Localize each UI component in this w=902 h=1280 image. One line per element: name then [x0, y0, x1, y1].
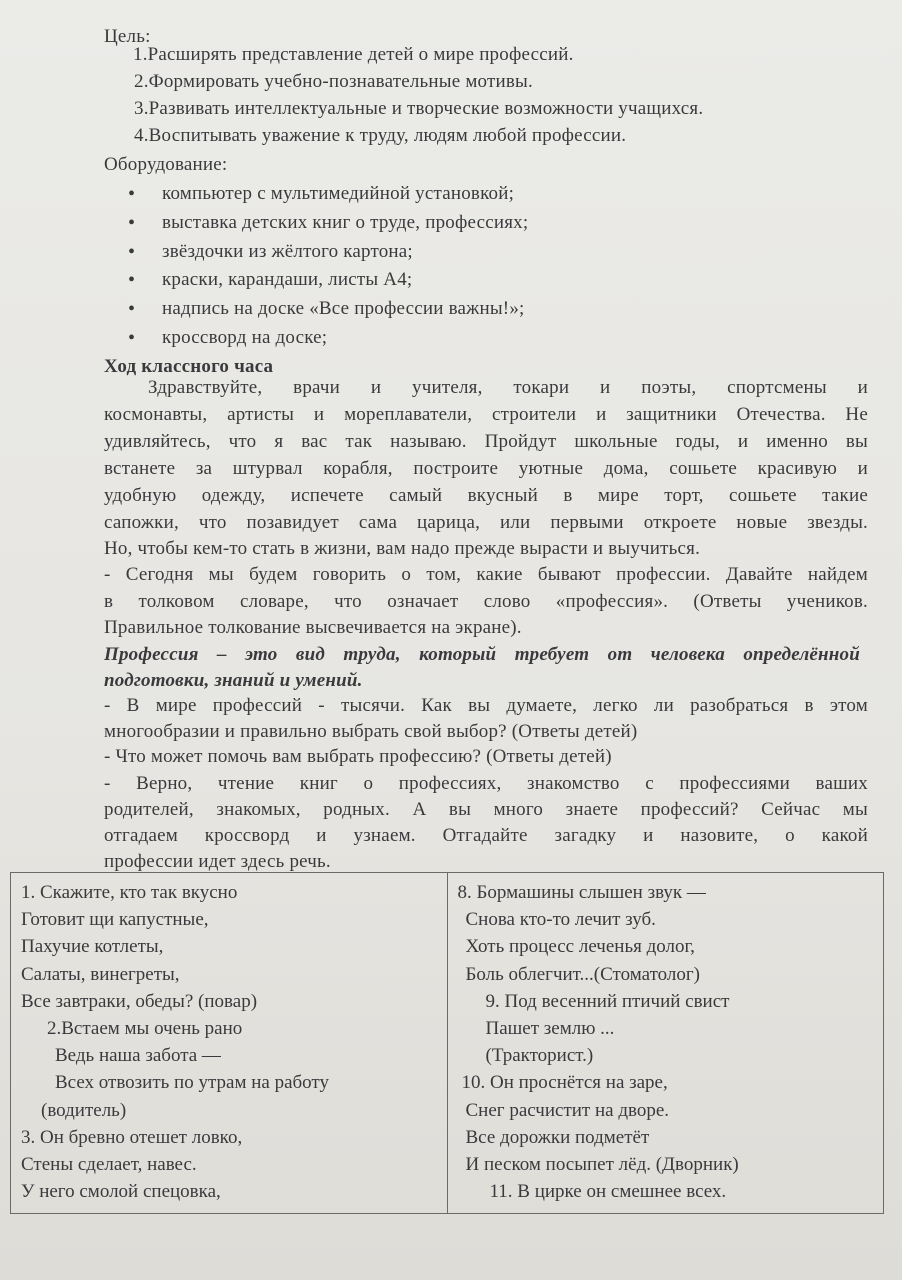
riddle-line: 3. Он бревно отешет ловко,: [21, 1126, 243, 1148]
lesson2-line-1: - В мире профессий - тысячи. Как вы думаете, легко ли разобраться в этом: [104, 695, 868, 716]
riddles-right-column: [447, 873, 884, 1214]
lesson-line-10: Правильное толкование высвечивается на экране).: [104, 617, 522, 638]
riddle-line: Салаты, винегреты,: [21, 963, 180, 985]
lesson-line-8: - Сегодня мы будем говорить о том, какие бывают профессии. Давайте найдем: [104, 564, 868, 585]
lesson-line-9: в толковом словаре, что означает слово «профессия». (Ответы учеников.: [104, 591, 868, 612]
riddle-line: 1. Скажите, кто так вкусно: [21, 882, 238, 903]
definition-line-2: подготовки, знаний и умений.: [104, 670, 363, 691]
lesson-line-6: сапожки, что позавидует сама царица, или первыми откроете новые звезды.: [104, 512, 868, 533]
riddle-line: У него смолой спецовка,: [21, 1181, 221, 1203]
goal-item-2: 2.Формировать учебно-познавательные мотивы.: [134, 71, 533, 92]
bullet-icon: •: [128, 241, 136, 263]
bullet-icon: •: [128, 212, 136, 234]
lesson-line-1: Здравствуйте, врачи и учителя, токари и поэты, спортсмены и: [148, 377, 868, 398]
riddle-line: Снег расчистит на дворе.: [465, 1099, 670, 1121]
riddle-line: И песком посыпет лёд. (Дворник): [465, 1154, 739, 1176]
riddle-line: Хоть процесс леченья долог,: [465, 936, 695, 958]
goal-item-1: 1.Расширять представление детей о мире профессий.: [133, 44, 574, 65]
lesson2-line-4: - Верно, чтение книг о профессиях, знакомство с профессиями ваших: [104, 773, 868, 794]
riddle-line: Всех отвозить по утрам на работу: [55, 1072, 329, 1094]
riddle-line: 10. Он проснётся на заре,: [461, 1072, 668, 1094]
riddle-line: 9. Под весенний птичий свист: [485, 990, 730, 1012]
goal-item-4: 4.Воспитывать уважение к труду, людям любой профессии.: [134, 125, 627, 146]
equipment-item-2: выставка детских книг о труде, профессиях;: [162, 212, 529, 233]
riddle-line: Стены сделает, навес.: [21, 1154, 197, 1176]
equipment-item-1: компьютер с мультимедийной установкой;: [162, 183, 515, 204]
lesson-line-7: Но, чтобы кем-то стать в жизни, вам надо прежде вырасти и выучиться.: [104, 538, 701, 559]
bullet-icon: •: [128, 298, 136, 320]
riddle-line: 11. В цирке он смешнее всех.: [489, 1181, 727, 1203]
bullet-icon: •: [128, 183, 136, 205]
table-row: [11, 873, 884, 1214]
lesson-line-2: космонавты, артисты и мореплаватели, строители и защитники Отечества. Не: [104, 404, 868, 425]
riddle-line: Пахучие котлеты,: [21, 936, 164, 958]
riddles-table: [10, 872, 884, 1214]
equipment-item-6: кроссворд на доске;: [162, 327, 328, 348]
lesson2-line-5: родителей, знакомых, родных. А вы много знаете профессий? Сейчас мы: [104, 799, 868, 820]
lesson-line-3: удивляйтесь, что я вас так называю. Пройдут школьные годы, и именно вы: [104, 431, 868, 452]
equipment-item-3: звёздочки из жёлтого картона;: [162, 241, 413, 262]
definition-line-1: Профессия – это вид труда, который требует от человека определённой: [104, 644, 860, 665]
lesson-line-4: встанете за штурвал корабля, построите уютные дома, сошьете красивую и: [104, 458, 868, 479]
riddle-line: Готовит щи капустные,: [21, 909, 209, 931]
riddles-left-column: [11, 873, 448, 1214]
lesson-line-5: удобную одежду, испечете самый вкусный в мире торт, сошьете такие: [104, 485, 868, 506]
bullet-icon: •: [128, 327, 136, 349]
goal-item-3: 3.Развивать интеллектуальные и творческие возможности учащихся.: [134, 98, 704, 119]
equipment-label: Оборудование:: [104, 154, 228, 175]
lesson2-line-7: профессии идет здесь речь.: [104, 851, 331, 872]
riddle-line: 8. Бормашины слышен звук —: [457, 882, 706, 903]
riddle-line: Все завтраки, обеды? (повар): [21, 990, 258, 1012]
equipment-item-4: краски, карандаши, листы А4;: [162, 269, 413, 290]
riddle-line: (Тракторист.): [485, 1045, 594, 1067]
riddle-line: Ведь наша забота —: [55, 1045, 221, 1067]
lesson2-line-2: многообразии и правильно выбрать свой выбор? (Ответы детей): [104, 721, 638, 742]
riddle-line: 2.Встаем мы очень рано: [47, 1018, 243, 1040]
riddle-line: Снова кто-то лечит зуб.: [465, 909, 656, 931]
riddle-line: Все дорожки подметёт: [465, 1126, 650, 1148]
lesson2-line-6: отгадаем кроссворд и узнаем. Отгадайте загадку и назовите, о какой: [104, 825, 868, 846]
goal-label: Цель:: [104, 26, 151, 47]
equipment-item-5: надпись на доске «Все профессии важны!»;: [162, 298, 525, 319]
lesson2-line-3: - Что может помочь вам выбрать профессию? (Ответы детей): [104, 746, 612, 767]
riddle-line: Пашет землю ...: [485, 1018, 615, 1040]
lesson-heading: Ход классного часа: [104, 356, 274, 377]
riddle-line: Боль облегчит...(Стоматолог): [465, 963, 700, 985]
riddle-line: (водитель): [41, 1099, 127, 1121]
bullet-icon: •: [128, 269, 136, 291]
